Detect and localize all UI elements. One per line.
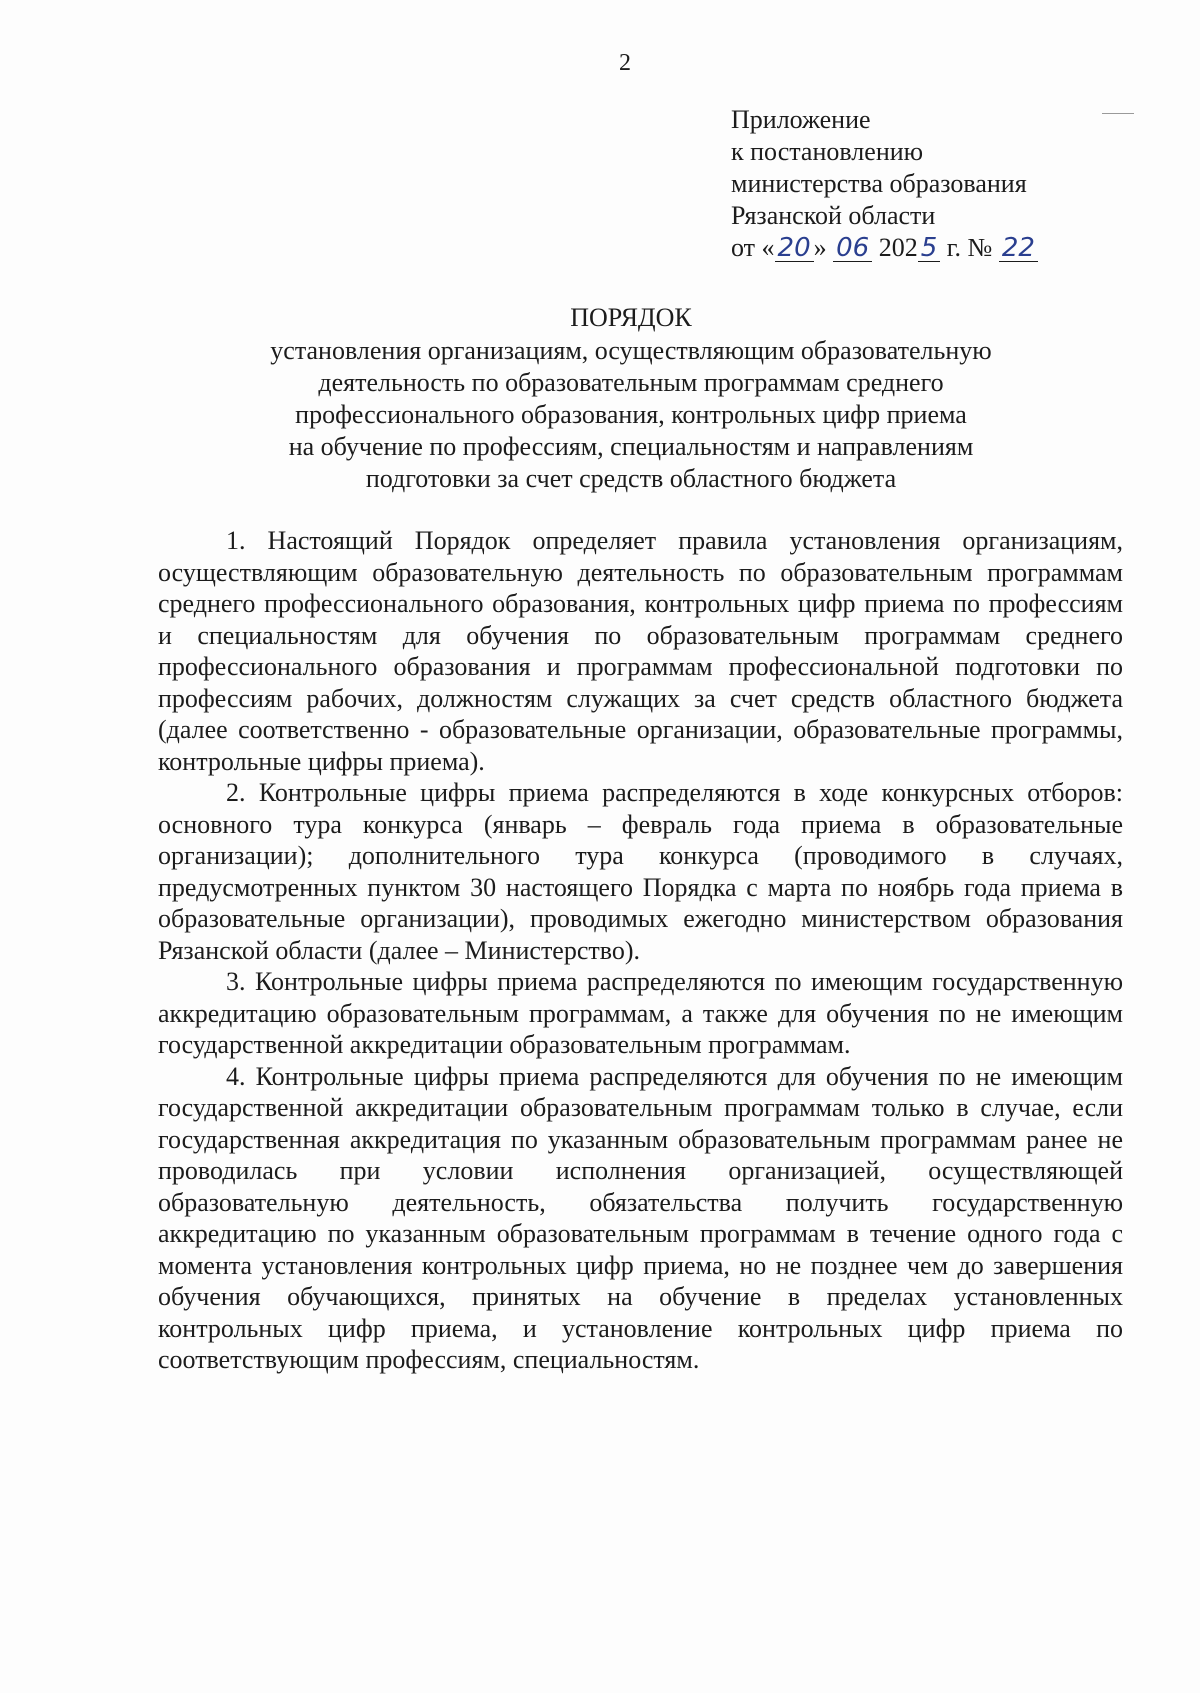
subtitle-line: на обучение по профессиям, специальностям и направлениям [288,432,974,461]
appendix-region: Рязанской области [731,201,936,230]
paragraph-3: 3. Контрольные цифры приема распределяются по имеющим государственную аккредитацию образовательным программам, а также для обучения по не имеющим государственной аккредитации образовательным программам. [158,967,1123,1059]
handwritten-month: 06 [833,235,872,262]
year-prefix: 202 [878,233,918,262]
paragraph-1: 1. Настоящий Порядок определяет правила установления организациям, осуществляющим образовательную деятельность по образовательным программам среднего профессионального образования, контрольных цифр приема по профессиям и специальностям для обучения по образовательным программам среднего профессионального образования и программам профессиональной подготовки по профессиям рабочих, должностям служащих за счет средств областного бюджета (далее соответственно - образовательные организации, образовательные программы, контрольные цифры приема). [158,526,1123,776]
scan-artifact-line [1102,113,1134,114]
appendix-label: Приложение [731,105,871,134]
document-title: ПОРЯДОК [570,303,692,332]
subtitle-line: подготовки за счет средств областного бюджета [365,464,897,493]
paragraph-2: 2. Контрольные цифры приема распределяются в ходе конкурсных отборов: основного тура конкурса (январь – февраль года приема в образовательные организации); дополнительного тура конкурса (проводимого в случаях, предусмотренных пунктом 30 настоящего Порядка с марта по ноябрь года приема в образовательные организации), проводимых ежегодно министерством образования Рязанской области (далее – Министерство). [158,778,1123,965]
paragraph-4: 4. Контрольные цифры приема распределяются для обучения по не имеющим государственной аккредитации образовательным программам только в случае, если государственная аккредитация по указанным образовательным программам ранее не проводилась при условии исполнения организацией, осуществляющей образовательную деятельность, обязательства получить государственную аккредитацию по указанным образовательным программам в течение одного года с момента установления контрольных цифр приема, но не позднее чем до завершения обучения обучающихся, принятых на обучение в пределах установленных контрольных цифр приема, и установление контрольных цифр приема по соответствующим профессиям, специальностям. [158,1061,1123,1374]
date-separator: » [813,233,827,262]
number-prefix: г. № [946,233,993,262]
subtitle-line: установления организациям, осуществляющим образовательную [270,336,992,365]
document-body [158,525,1123,1376]
appendix-ministry: министерства образования [731,169,1027,198]
subtitle-line: деятельность по образовательным программам среднего [318,368,944,397]
handwritten-day: 20 [775,235,814,262]
date-prefix: от « [731,233,775,262]
appendix-date-line [731,232,1038,264]
appendix-block [731,104,1038,264]
document-subtitle [200,335,1062,495]
handwritten-number: 22 [999,235,1038,262]
subtitle-line: профессионального образования, контрольных цифр приема [295,400,967,429]
appendix-resolution-ref: к постановлению [731,137,924,166]
page-number: 2 [619,50,631,76]
handwritten-year-digit: 5 [918,235,941,262]
